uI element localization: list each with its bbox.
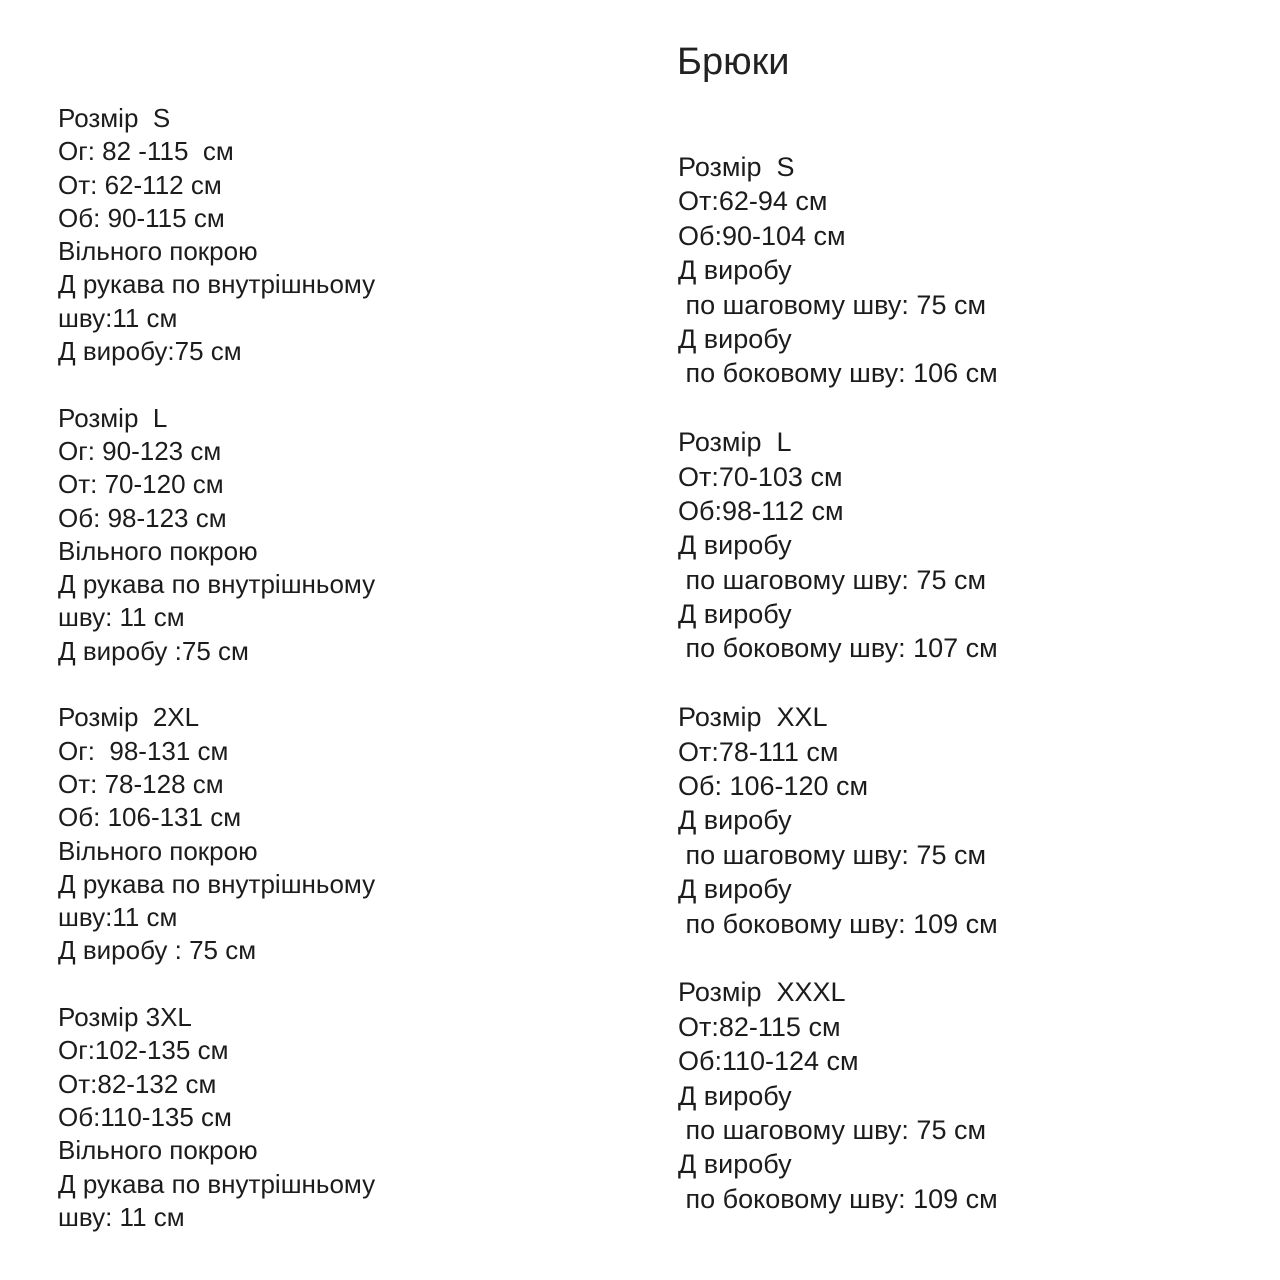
size-heading: Розмір 2XL [58,702,200,733]
measurement-line: Д виробу [678,1149,792,1180]
measurement-line: по боковому шву: 106 см [678,358,998,389]
measurement-line: От:70-103 см [678,461,843,492]
measurement-line: Д виробу [678,874,792,905]
measurement-line: Д рукава по внутрішньому [58,868,376,899]
measurement-line: шву:11 см [58,302,178,333]
measurement-line: Д виробу [678,805,792,836]
measurement-line: От:62-94 см [678,186,828,217]
measurement-line: Ог: 98-131 см [58,735,229,766]
measurement-line: Вільного покрою [58,835,258,866]
size-heading: Розмір XXXL [678,977,846,1008]
measurement-line: От:78-111 см [678,736,839,767]
measurement-line: шву:11 см [58,902,178,933]
size-block [678,150,998,391]
measurement-line: От: 78-128 см [58,768,224,799]
measurement-line: Д виробу [678,530,792,561]
size-heading: Розмір S [678,152,795,182]
measurement-line: Д виробу :75 см [58,635,249,666]
measurement-line: Д виробу : 75 см [58,935,257,966]
size-block [58,1001,375,1234]
measurement-line: по шаговому шву: 75 см [678,564,987,595]
pants-section-title: Брюки [677,41,790,83]
measurement-line: Ог: 82 -115 см [58,136,234,167]
measurement-line: От:82-115 см [678,1011,841,1042]
measurement-line: Ог:102-135 см [58,1035,229,1066]
measurement-line: Д рукава по внутрішньому [58,569,376,600]
measurement-line: От:82-132 см [58,1068,217,1099]
measurement-line: по боковому шву: 109 см [678,908,998,939]
top-size-chart [58,102,375,1267]
size-heading: Розмір XXL [678,702,828,733]
measurement-line: Д виробу [678,599,792,630]
size-heading: Розмір L [678,427,792,458]
measurement-line: Д виробу:75 см [58,336,242,367]
measurement-line: по боковому шву: 107 см [678,633,998,664]
measurement-line: Об: 106-131 см [58,802,242,833]
size-heading: Розмір S [58,103,171,133]
measurement-line: Д рукава по внутрішньому [58,269,376,300]
size-block [678,700,998,941]
measurement-line: Об:98-112 см [678,495,844,526]
size-block [58,402,375,668]
size-block [58,701,375,967]
size-heading: Розмір 3XL [58,1002,192,1033]
measurement-line: Об:110-135 см [58,1101,232,1132]
measurement-line: Об: 98-123 см [58,502,227,533]
measurement-line: Об: 90-115 см [58,202,225,233]
size-block [58,102,375,368]
size-block [678,975,998,1216]
measurement-line: шву: 11 см [58,1201,185,1232]
measurement-line: по шаговому шву: 75 см [678,289,987,320]
measurement-line: Д виробу [678,255,792,286]
measurement-line: Д виробу [678,1080,792,1111]
measurement-line: Д виробу [678,323,792,354]
measurement-line: по боковому шву: 109 см [678,1183,998,1214]
measurement-line: по шаговому шву: 75 см [678,1114,987,1145]
measurement-line: Вільного покрою [58,535,258,566]
size-heading: Розмір L [58,402,168,433]
measurement-line: шву: 11 см [58,602,185,633]
measurement-line: Об: 106-120 см [678,771,869,802]
measurement-line: Вільного покрою [58,1135,258,1166]
measurement-line: От: 62-112 см [58,169,222,200]
pants-size-chart [678,150,998,1251]
measurement-line: по шаговому шву: 75 см [678,839,987,870]
measurement-line: Д рукава по внутрішньому [58,1168,376,1199]
measurement-line: Вільного покрою [58,236,258,267]
measurement-line: Ог: 90-123 см [58,435,222,466]
measurement-line: От: 70-120 см [58,469,224,500]
measurement-line: Об:110-124 см [678,1046,859,1077]
size-block [678,425,998,666]
measurement-line: Об:90-104 см [678,220,846,251]
